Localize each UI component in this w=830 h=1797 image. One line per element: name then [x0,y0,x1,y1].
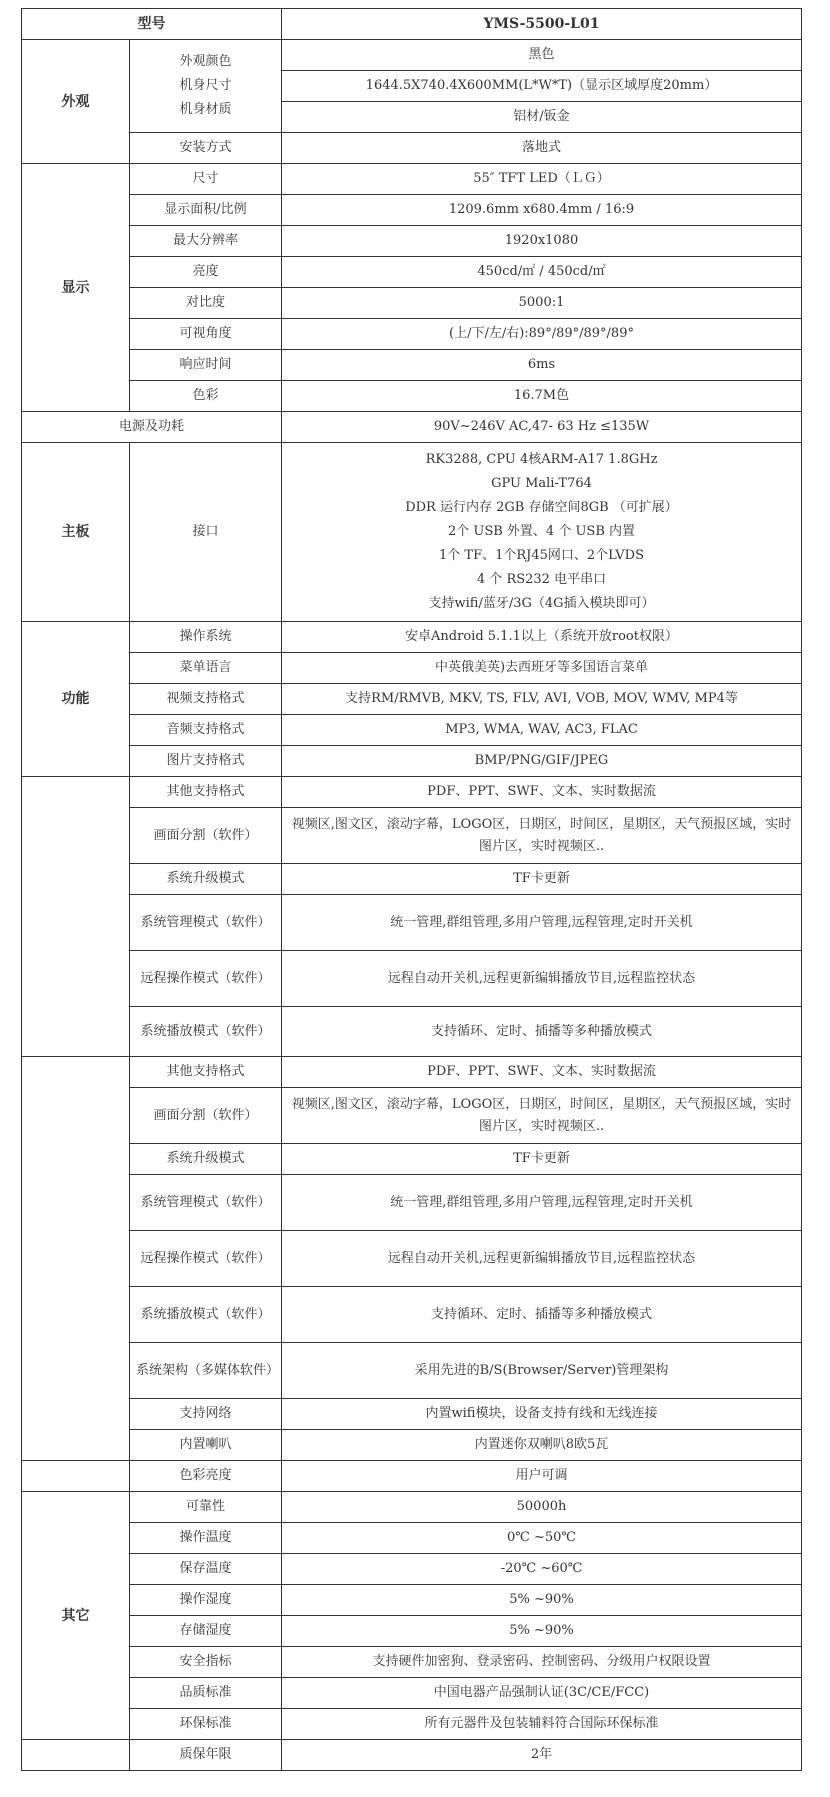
software-label: 系统架构（多媒体软件） [130,1343,282,1399]
power-row [22,412,802,443]
software-row [22,864,802,895]
software-value: 统一管理,群组管理,多用户管理,远程管理,定时开关机 [282,1175,802,1231]
function-row [22,653,802,684]
software-value: 视频区,图文区，滚动字幕，LOGO区，日期区，时间区，星期区，天气预报区域，实时图片区，实时视频区.. [282,1088,802,1144]
other-value: -20℃ ~60℃ [282,1554,802,1585]
other-value: 5% ~90% [282,1616,802,1647]
other-value: 支持硬件加密狗、登录密码、控制密码、分级用户权限设置 [282,1647,802,1678]
function-row [22,715,802,746]
category-software-2 [22,1057,130,1461]
spec-table-body [22,9,802,1771]
display-row [22,195,802,226]
value-size: 1644.5X740.4X600MM(L*W*T)（显示区域厚度20mm） [282,71,802,102]
software-value: TF卡更新 [282,864,802,895]
mainboard-value [282,443,802,622]
display-label: 显示面积/比例 [130,195,282,226]
interface-line: DDR 运行内存 2GB 存储空间8GB （可扩展） [405,500,678,515]
software-value: 支持循环、定时、插播等多种播放模式 [282,1287,802,1343]
display-label: 响应时间 [130,350,282,381]
value-install: 落地式 [282,133,802,164]
display-label: 亮度 [130,257,282,288]
software-row [22,1343,802,1399]
interface-line: 1个 TF、1个RJ45网口、2个LVDS [439,548,644,563]
other-row [22,1678,802,1709]
other-label: 操作湿度 [130,1585,282,1616]
power-value: 90V~246V AC,47- 63 Hz ≤135W [282,412,802,443]
software-row [22,895,802,951]
other-label: 可靠性 [130,1492,282,1523]
software-row [22,1144,802,1175]
label-size: 机身尺寸 [179,78,232,93]
function-row [22,746,802,777]
category-function: 功能 [22,622,130,777]
mainboard-row [22,443,802,622]
software-row [22,1057,802,1088]
display-value: 16.7M色 [282,381,802,412]
other-row [22,1647,802,1678]
model-row [22,9,802,40]
function-row [22,622,802,653]
display-row [22,164,802,195]
color-brightness-value: 用户可调 [282,1461,802,1492]
software-label: 画面分割（软件） [130,1088,282,1144]
software-row [22,1399,802,1430]
software-label: 远程操作模式（软件） [130,1231,282,1287]
software-label: 远程操作模式（软件） [130,951,282,1007]
model-label: 型号 [22,9,282,40]
interface-line: 4 个 RS232 电平串口 [476,572,607,587]
function-value: 中英俄美英)去西班牙等多国语言菜单 [282,653,802,684]
display-row [22,381,802,412]
color-brightness-label: 色彩亮度 [130,1461,282,1492]
category-other: 其它 [22,1492,130,1740]
other-value: 5% ~90% [282,1585,802,1616]
other-value: 50000h [282,1492,802,1523]
appearance-install-row [22,133,802,164]
display-label: 尺寸 [130,164,282,195]
function-label: 图片支持格式 [130,746,282,777]
other-row [22,1709,802,1740]
display-row [22,288,802,319]
other-row [22,1492,802,1523]
software-value: 内置迷你双喇叭8欧5瓦 [282,1430,802,1461]
other-label: 保存温度 [130,1554,282,1585]
display-row [22,257,802,288]
display-value: 6ms [282,350,802,381]
software-row [22,1007,802,1057]
other-label: 操作温度 [130,1523,282,1554]
other-label: 存储湿度 [130,1616,282,1647]
software-row [22,951,802,1007]
software-row [22,1231,802,1287]
software-label: 系统播放模式（软件） [130,1287,282,1343]
warranty-label: 质保年限 [130,1740,282,1771]
display-value: (上/下/左/右):89°/89°/89°/89° [282,319,802,350]
interface-line: 支持wifi/蓝牙/3G（4G插入模块即可） [428,596,655,611]
software-value: 支持循环、定时、插播等多种播放模式 [282,1007,802,1057]
interface-line: RK3288, CPU 4核ARM-A17 1.8GHz [425,452,658,467]
warranty-value: 2年 [282,1740,802,1771]
software-label: 系统管理模式（软件） [130,1175,282,1231]
other-label: 环保标准 [130,1709,282,1740]
software-label: 支持网络 [130,1399,282,1430]
display-row [22,350,802,381]
display-label: 对比度 [130,288,282,319]
function-label: 菜单语言 [130,653,282,684]
function-label: 音频支持格式 [130,715,282,746]
display-row [22,226,802,257]
model-value: YMS-5500-L01 [282,9,802,40]
color-brightness-row [22,1461,802,1492]
category-display: 显示 [22,164,130,412]
display-value: 55″ TFT LED（ＬＧ） [282,164,802,195]
appearance-labels [130,40,282,133]
software-row [22,1088,802,1144]
software-value: 采用先进的B/S(Browser/Server)管理架构 [282,1343,802,1399]
function-row [22,684,802,715]
label-material: 机身材质 [179,102,232,117]
label-install: 安装方式 [130,133,282,164]
other-label: 安全指标 [130,1647,282,1678]
display-value: 1209.6mm x680.4mm / 16:9 [282,195,802,226]
function-value: 支持RM/RMVB, MKV, TS, FLV, AVI, VOB, MOV, WMV, MP4等 [282,684,802,715]
other-label: 品质标准 [130,1678,282,1709]
display-label: 可视角度 [130,319,282,350]
display-label: 色彩 [130,381,282,412]
display-label: 最大分辨率 [130,226,282,257]
software-value: PDF、PPT、SWF、文本、实时数据流 [282,1057,802,1088]
category-appearance: 外观 [22,40,130,164]
interface-line: 2个 USB 外置、4 个 USB 内置 [447,524,636,539]
function-value: MP3, WMA, WAV, AC3, FLAC [282,715,802,746]
display-value: 5000:1 [282,288,802,319]
software-value: 统一管理,群组管理,多用户管理,远程管理,定时开关机 [282,895,802,951]
category-mainboard: 主板 [22,443,130,622]
function-label: 操作系统 [130,622,282,653]
software-value: PDF、PPT、SWF、文本、实时数据流 [282,777,802,808]
function-label: 视频支持格式 [130,684,282,715]
software-label: 画面分割（软件） [130,808,282,864]
software-label: 内置喇叭 [130,1430,282,1461]
software-row [22,808,802,864]
value-color: 黑色 [282,40,802,71]
software-value: 视频区,图文区，滚动字幕，LOGO区，日期区，时间区，星期区，天气预报区域，实时图片区，实时视频区.. [282,808,802,864]
display-value: 1920x1080 [282,226,802,257]
other-value: 0℃ ~50℃ [282,1523,802,1554]
software-label: 系统升级模式 [130,864,282,895]
function-value: 安卓Android 5.1.1以上（系统开放root权限） [282,622,802,653]
other-row [22,1616,802,1647]
display-value: 450cd/㎡ / 450cd/㎡ [282,257,802,288]
software-label: 其他支持格式 [130,777,282,808]
software-label: 系统管理模式（软件） [130,895,282,951]
software-value: TF卡更新 [282,1144,802,1175]
label-color: 外观颜色 [179,54,232,69]
software-row [22,1430,802,1461]
other-value: 所有元器件及包装辅料符合国际环保标准 [282,1709,802,1740]
software-row [22,1287,802,1343]
software-row [22,777,802,808]
software-value: 远程自动开关机,远程更新编辑播放节目,远程监控状态 [282,951,802,1007]
software-row [22,1175,802,1231]
value-material: 铝材/钣金 [282,102,802,133]
software-label: 其他支持格式 [130,1057,282,1088]
software-value: 远程自动开关机,远程更新编辑播放节目,远程监控状态 [282,1231,802,1287]
function-value: BMP/PNG/GIF/JPEG [282,746,802,777]
warranty-row [22,1740,802,1771]
other-row [22,1585,802,1616]
display-row [22,319,802,350]
category-blank [22,1740,130,1771]
interface-line: GPU Mali-T764 [491,476,592,491]
other-value: 中国电器产品强制认证(3C/CE/FCC) [282,1678,802,1709]
category-software-1 [22,777,130,1057]
software-value: 内置wifi模块，设备支持有线和无线连接 [282,1399,802,1430]
power-label: 电源及功耗 [22,412,282,443]
other-row [22,1554,802,1585]
mainboard-label: 接口 [130,443,282,622]
software-label: 系统播放模式（软件） [130,1007,282,1057]
software-label: 系统升级模式 [130,1144,282,1175]
appearance-row-1 [22,40,802,71]
category-blank [22,1461,130,1492]
spec-table [21,8,802,1771]
other-row [22,1523,802,1554]
